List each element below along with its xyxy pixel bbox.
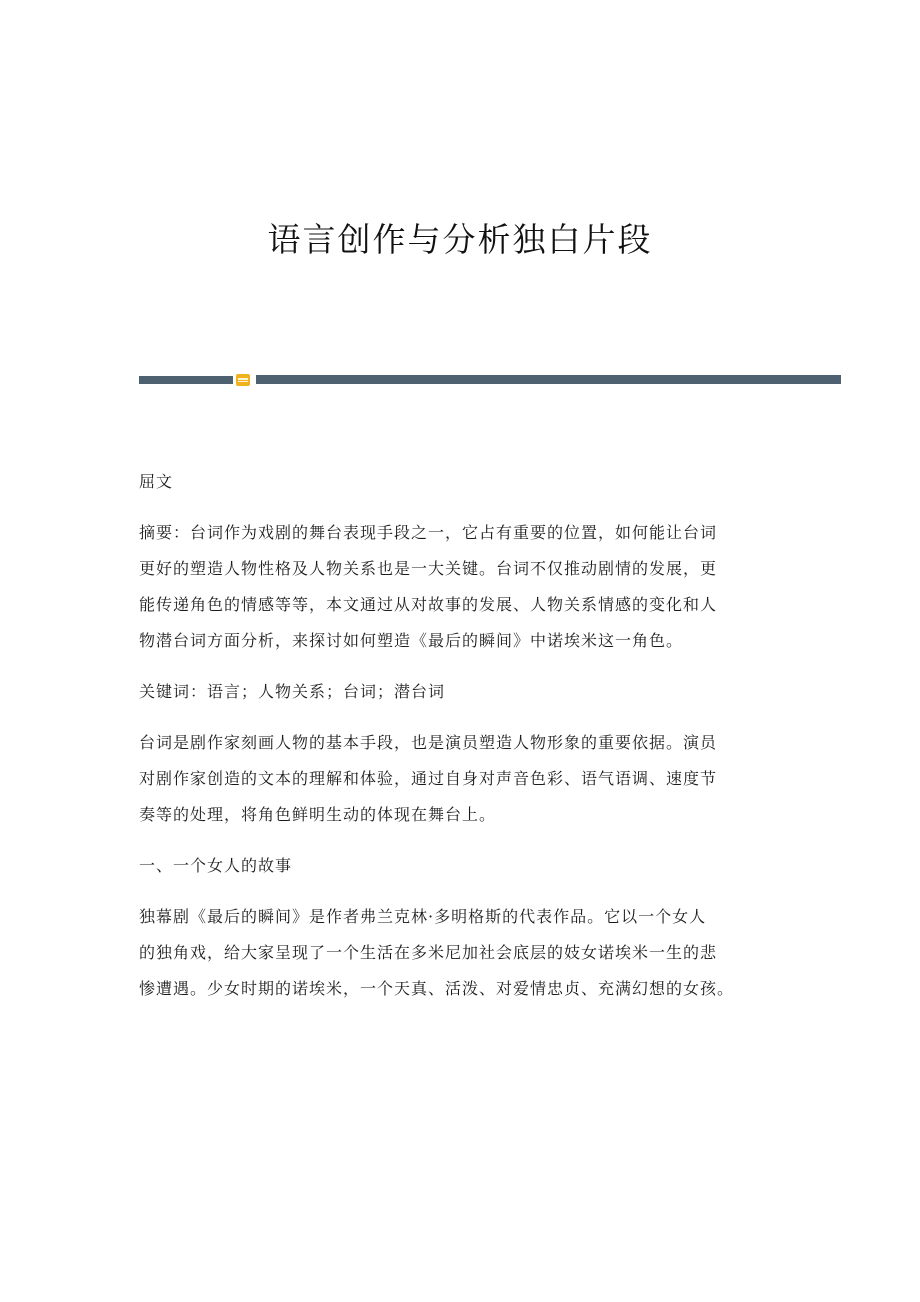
divider-left-bar (139, 376, 233, 384)
document-body (139, 464, 779, 1022)
divider-right-bar (256, 375, 841, 384)
abstract-line: 物潜台词方面分析，来探讨如何塑造《最后的瞬间》中诺埃米这一角色。 (139, 631, 684, 650)
title-divider (139, 374, 841, 386)
intro-line: 台词是剧作家刻画人物的基本手段，也是演员塑造人物形象的重要依据。演员 (139, 733, 718, 752)
abstract-line: 更好的塑造人物性格及人物关系也是一大关键。台词不仅推动剧情的发展，更 (139, 559, 718, 578)
section-line: 的独角戏，给大家呈现了一个生活在多米尼加社会底层的妓女诺埃米一生的悲 (139, 943, 718, 962)
abstract-line: 摘要：台词作为戏剧的舞台表现手段之一，它占有重要的位置，如何能让台词 (139, 523, 718, 542)
abstract-paragraph (139, 515, 779, 659)
intro-paragraph (139, 725, 779, 833)
section-line: 惨遭遇。少女时期的诺埃米，一个天真、活泼、对爱情忠贞、充满幻想的女孩。 (139, 979, 735, 998)
page-title: 语言创作与分析独白片段 (267, 220, 653, 259)
intro-line: 对剧作家创造的文本的理解和体验，通过自身对声音色彩、语气语调、速度节 (139, 769, 718, 788)
intro-line: 奏等的处理，将角色鲜明生动的体现在舞台上。 (139, 805, 497, 824)
keywords: 关键词：语言；人物关系；台词；潜台词 (139, 682, 446, 701)
section-paragraph (139, 899, 779, 1007)
section-line: 独幕剧《最后的瞬间》是作者弗兰克林·多明格斯的代表作品。它以一个女人 (139, 907, 707, 926)
bookmark-icon (236, 374, 250, 386)
section-heading: 一、一个女人的故事 (139, 856, 293, 875)
author: 屈文 (139, 472, 174, 491)
abstract-line: 能传递角色的情感等等，本文通过从对故事的发展、人物关系情感的变化和人 (139, 595, 718, 614)
